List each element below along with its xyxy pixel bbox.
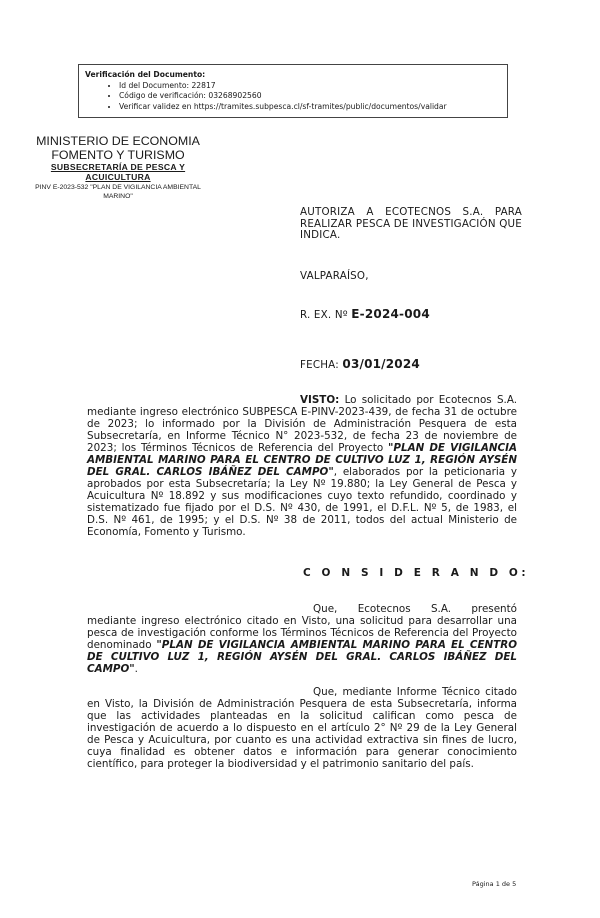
pinv-reference: PINV E-2023-532 "PLAN DE VIGILANCIA AMBIENTAL MARINO" [35, 184, 201, 200]
visto-paragraph [87, 394, 517, 538]
verification-title: Verificación del Documento: [85, 70, 206, 79]
place: VALPARAÍSO, [300, 270, 369, 282]
visto-text-a: Lo solicitado por Ecotecnos S.A. mediante ingreso electrónico SUBPESCA E-PINV-2023-439, de fecha 31 de octubre de 2023; lo informado por la División de Administración Pesquera de esta Subsecretaría, en Informe Técnico N° 2023-532, de fecha 23 de noviembre de 2023; los Términos Técnicos de Referencia del Proyecto [87, 394, 517, 454]
subsecretaria: SUBSECRETARÍA DE PESCA Y ACUICULTURA [50, 162, 186, 182]
visto-label: VISTO: [300, 394, 340, 406]
verification-list [85, 81, 501, 113]
considerando-paragraph-2 [87, 686, 517, 770]
date-label: FECHA: [300, 359, 339, 371]
date-value: 03/01/2024 [342, 357, 420, 371]
verification-url[interactable]: • Verificar validez en https://tramites.subpesca.cl/sf-tramites/public/documentos/validar [119, 102, 501, 113]
p1-text-a: Que, Ecotecnos S.A. presentó mediante ingreso electrónico citado en Visto, una solicitud para desarrollar una pesca de investigación conforme los Términos Técnicos de Referencia del Proyecto denominado [87, 603, 517, 651]
considerando-paragraph-1 [87, 603, 517, 675]
visto-text-b: , elaborados por la peticionaria y aprobados por esta Subsecretaría; la Ley Nº 19.880; la Ley General de Pesca y Acuicultura Nº 18.892 y sus modificaciones cuyo texto refundido, coordinado y sistematizado fue fijado por el D.S. Nº 430, de 1991, el D.F.L. Nº 5, de 1983, el D.S. Nº 461, de 1995; y el D.S. Nº 38 de 2011, todos del actual Ministerio de Economía, Fomento y Turismo. [87, 466, 517, 538]
considerando-heading: C O N S I D E R A N D O: [303, 567, 530, 579]
p1-text-b: . [134, 663, 138, 675]
verification-code: • Código de verificación: 03268902560 [119, 91, 501, 102]
ministry-header [14, 134, 222, 201]
verification-box [78, 64, 508, 118]
resolution-number: E-2024-004 [351, 307, 430, 321]
date-line [300, 357, 420, 371]
verification-doc-id: • Id del Documento: 22817 [119, 81, 501, 92]
p1-project-name: "PLAN DE VIGILANCIA AMBIENTAL MARINO PARA EL CENTRO DE CULTIVO LUZ 1, REGIÓN AYSÉN DEL GRAL. CARLOS IBÁÑEZ DEL CAMPO" [87, 639, 517, 675]
p2-text: Que, mediante Informe Técnico citado en Visto, la División de Administración Pesquera de esta Subsecretaría, informa que las actividades planteadas en la solicitud califican como pesca de investigación de acuerdo a lo dispuesto en el artículo 2° Nº 29 de la Ley General de Pesca y Acuicultura, por cuanto es una actividad extractiva sin fines de lucro, cuya finalidad es obtener datos e información para generar conocimiento científico, para proteger la biodiversidad y el patrimonio sanitario del país. [87, 686, 517, 770]
resolution-label: R. EX. Nº [300, 309, 348, 321]
resolution-subject: AUTORIZA A ECOTECNOS S.A. PARA REALIZAR PESCA DE INVESTIGACIÓN QUE INDICA. [300, 206, 522, 241]
ministry-line2: FOMENTO Y TURISMO [51, 148, 185, 162]
ministry-line1: MINISTERIO DE ECONOMIA [36, 134, 200, 148]
page-number: Página 1 de 5 [472, 880, 517, 888]
resolution-number-line [300, 307, 430, 321]
visto-project-name: "PLAN DE VIGILANCIA AMBIENTAL MARINO PARA EL CENTRO DE CULTIVO LUZ 1, REGIÓN AYSÉN DEL GRAL. CARLOS IBÁÑEZ DEL CAMPO" [87, 442, 517, 478]
